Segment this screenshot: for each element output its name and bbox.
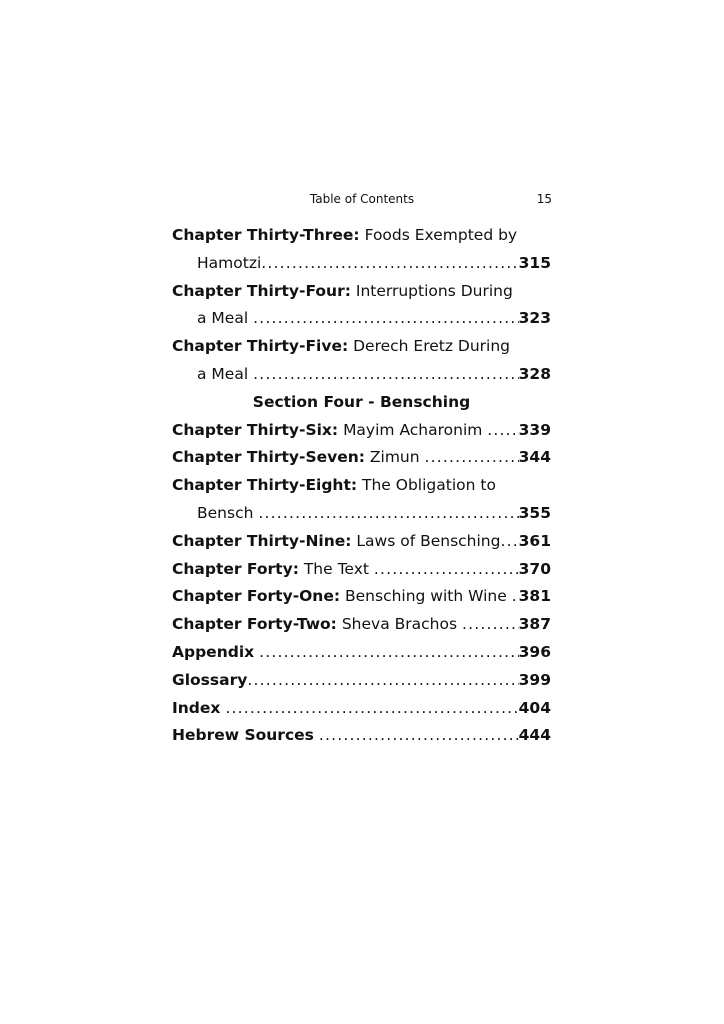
dot-leader [259, 639, 519, 667]
toc-entry-34 [172, 278, 551, 306]
page-number: 15 [536, 192, 552, 206]
chapter-label: Chapter Thirty-Five: [172, 337, 349, 356]
page-ref: 344 [518, 448, 551, 467]
chapter-label: Chapter Thirty-Seven: [172, 448, 365, 467]
page-ref: 387 [518, 615, 551, 634]
page-ref: 355 [518, 503, 551, 522]
dot-leader [253, 305, 519, 333]
running-header [172, 190, 552, 208]
toc-entry-37 [172, 444, 551, 472]
toc-entry-glossary [172, 667, 551, 695]
entry-label: Hebrew Sources [172, 726, 314, 745]
page-ref: 323 [518, 309, 551, 328]
page-ref: 315 [518, 253, 551, 272]
chapter-label: Chapter Thirty-Nine: [172, 531, 352, 550]
toc-entry-33 [172, 222, 551, 250]
chapter-title-cont: Hamotzi [197, 253, 262, 272]
toc-entry-appendix [172, 639, 551, 667]
page-ref: 396 [518, 642, 551, 661]
toc-entry-36 [172, 417, 551, 445]
toc-entry-40 [172, 556, 551, 584]
chapter-title: Derech Eretz During [353, 337, 511, 356]
dot-leader [425, 444, 519, 472]
chapter-title: Foods Exempted by [364, 226, 518, 244]
table-of-contents [172, 222, 551, 750]
page-ref: 399 [518, 670, 551, 689]
dot-leader [247, 667, 518, 695]
dot-leader [253, 361, 519, 389]
chapter-title: Sheva Brachos [341, 615, 458, 634]
chapter-label: Chapter Forty: [172, 559, 299, 578]
chapter-title: The Text [303, 559, 369, 578]
dot-leader [261, 250, 518, 278]
dot-leader [462, 611, 519, 639]
page-ref: 444 [518, 726, 551, 745]
page-ref: 339 [518, 420, 551, 439]
chapter-title-cont: a Meal [197, 309, 249, 328]
toc-entry-39 [172, 528, 551, 556]
toc-entry-hebrew-sources [172, 722, 551, 750]
toc-entry-35 [172, 333, 551, 361]
chapter-title: Interruptions During [355, 281, 513, 300]
entry-label: Appendix [172, 642, 255, 661]
toc-entry-35-cont [172, 361, 551, 389]
toc-entry-42 [172, 611, 551, 639]
chapter-label: Chapter Forty-Two: [172, 615, 337, 634]
dot-leader [225, 695, 518, 723]
page-ref: 361 [518, 531, 551, 550]
chapter-label: Chapter Thirty-Six: [172, 420, 339, 439]
toc-entry-33-cont [172, 250, 551, 278]
chapter-title-cont: a Meal [197, 364, 249, 383]
page-ref: 381 [518, 587, 551, 606]
chapter-title: The Obligation to [362, 476, 496, 495]
chapter-label: Chapter Forty-One: [172, 587, 341, 606]
dot-leader [258, 500, 518, 528]
dot-leader [487, 417, 518, 445]
page-ref: 404 [518, 698, 551, 717]
chapter-label: Chapter Thirty-Eight: [172, 476, 358, 495]
dot-leader [500, 528, 518, 556]
chapter-label: Chapter Thirty-Three: [172, 226, 360, 244]
chapter-title-cont: Bensch [197, 503, 254, 522]
page-ref: 370 [518, 559, 551, 578]
toc-entry-34-cont [172, 305, 551, 333]
toc-entry-38-cont [172, 500, 551, 528]
dot-leader [374, 556, 519, 584]
chapter-title: Zimun [369, 448, 420, 467]
toc-entry-index [172, 695, 551, 723]
entry-label: Index [172, 698, 221, 717]
chapter-label: Chapter Thirty-Four: [172, 281, 351, 300]
entry-label: Glossary [172, 670, 248, 689]
chapter-title: Mayim Acharonim [343, 420, 483, 439]
toc-entry-41 [172, 583, 551, 611]
chapter-title: Bensching with Wine [345, 587, 507, 606]
dot-leader [319, 722, 519, 750]
section-heading: Section Four - Bensching [252, 392, 471, 411]
dot-leader [512, 583, 519, 611]
toc-entry-38 [172, 472, 551, 500]
page-ref: 328 [518, 364, 551, 383]
chapter-title: Laws of Bensching [356, 531, 501, 550]
running-title: Table of Contents [309, 192, 415, 206]
